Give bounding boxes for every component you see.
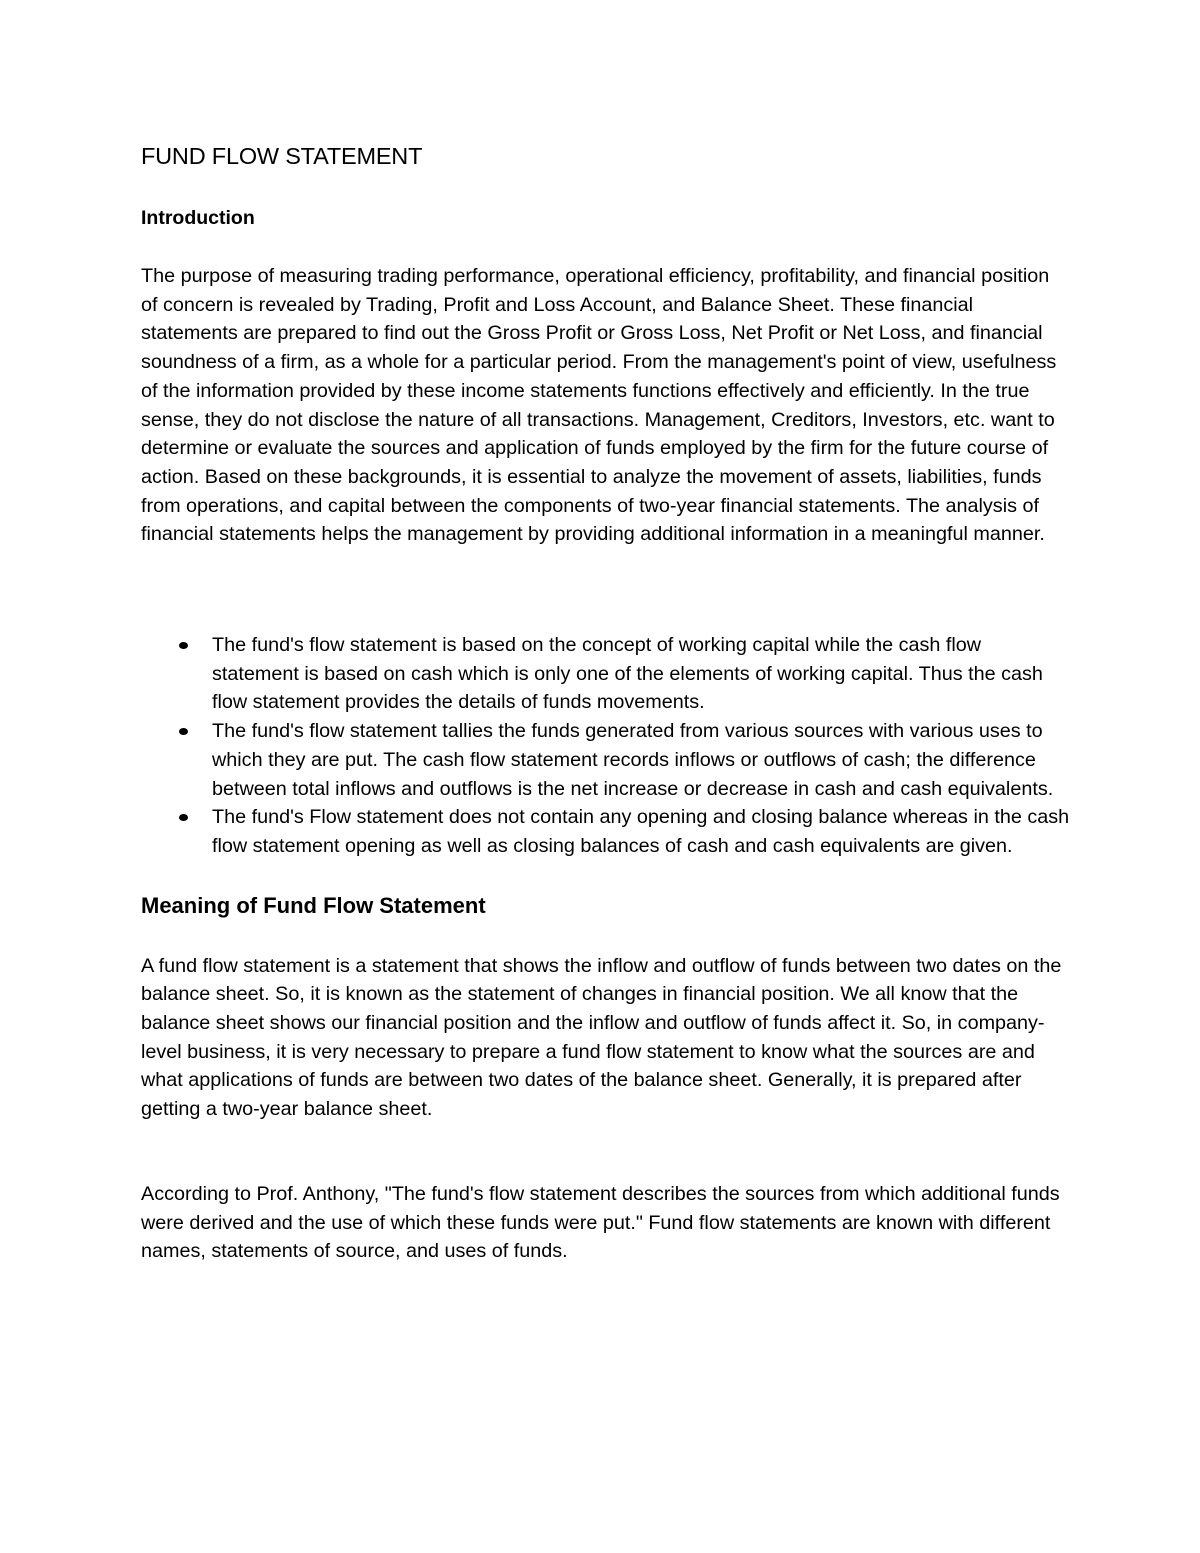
bullet-dot-icon <box>179 642 188 649</box>
bullet-item <box>212 803 1071 860</box>
meaning-heading: Meaning of Fund Flow Statement <box>141 892 486 918</box>
bullet-item <box>212 631 1071 717</box>
anthony-quote-paragraph: According to Prof. Anthony, "The fund's flow statement describes the sources from which additional funds were derived and the use of which these funds were put." Fund flow statements are known with different names, statements of source, and uses of funds. <box>141 1182 1060 1263</box>
document-title: FUND FLOW STATEMENT <box>141 143 423 169</box>
bullet-text: The fund's flow statement tallies the funds generated from various sources with various uses to which they are put. The cash flow statement records inflows or outflows of cash; the difference between total inflows and outflows is the net increase or decrease in cash and cash equivalents. <box>212 720 1054 800</box>
bullet-dot-icon <box>179 814 188 821</box>
bullet-item <box>212 717 1071 803</box>
document-page <box>141 140 1071 1266</box>
bullet-dot-icon <box>179 728 188 735</box>
bullet-text: The fund's flow statement is based on the concept of working capital while the cash flow statement is based on cash which is only one of the elements of working capital. Thus the cash flow statement provides the details of funds movements. <box>212 634 1043 714</box>
introduction-paragraph: The purpose of measuring trading performance, operational efficiency, profitability, and financial position of concern is revealed by Trading, Profit and Loss Account, and Balance Sheet. These financial statements are prepared to find out the Gross Profit or Gross Loss, Net Profit or Net Loss, and financial soundness of a firm, as a whole for a particular period. From the management's point of view, usefulness of the information provided by these income statements functions effectively and efficiently. In the true sense, they do not disclose the nature of all transactions. Management, Creditors, Investors, etc. want to determine or evaluate the sources and application of funds employed by the firm for the future course of action. Based on these backgrounds, it is essential to analyze the movement of assets, liabilities, funds from operations, and capital between the components of two-year financial statements. The analysis of financial statements helps the management by providing additional information in a meaningful manner. <box>141 265 1057 546</box>
bullet-text: The fund's Flow statement does not contain any opening and closing balance whereas in the cash flow statement opening as well as closing balances of cash and cash equivalents are given. <box>212 806 1070 857</box>
introduction-heading: Introduction <box>141 207 255 229</box>
meaning-paragraph: A fund flow statement is a statement that shows the inflow and outflow of funds between two dates on the balance sheet. So, it is known as the statement of changes in financial position. We all know that the balance sheet shows our financial position and the inflow and outflow of funds affect it. So, in company-level business, it is very necessary to prepare a fund flow statement to know what the sources are and what applications of funds are between two dates of the balance sheet. Generally, it is prepared after getting a two-year balance sheet. <box>141 954 1062 1121</box>
comparison-bullet-list <box>141 631 1071 861</box>
